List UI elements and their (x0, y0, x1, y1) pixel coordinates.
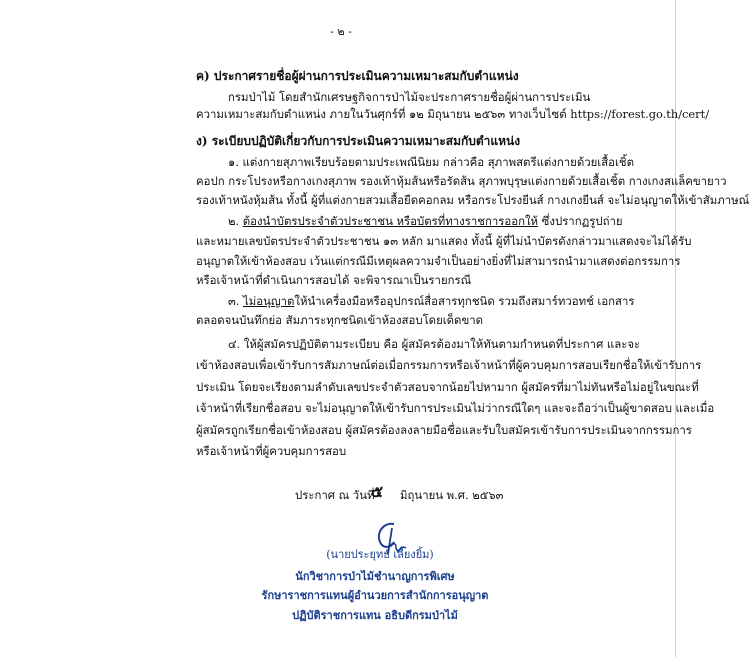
item-4-line-2: เข้าห้องสอบเพื่อเข้ารับการสัมภาษณ์ต่อเมื่อกรรมการหรือเจ้าหน้าที่ผู้ควบคุมการสอบเรียกชื่อให้เข้ารับการ (196, 358, 702, 372)
item-3-underlined: ไม่อนุญาต (243, 294, 295, 308)
item-1-line-3: รองเท้าหนังหุ้มส้น ทั้งนี้ ผู้ที่แต่งกายสวมเสื้อยืดคอกลม หรือกระโปรงยีนส์ กางเกงยีนส์ จะไม่อนุญาตให้เข้าสัมภาษณ์ (196, 193, 749, 207)
item-2-number: ๒. (228, 214, 243, 228)
section-c-heading: ค) ประกาศรายชื่อผู้ผ่านการประเมินความเหมาะสมกับตำแหน่ง (196, 69, 519, 83)
announce-day: ๕ (371, 482, 384, 501)
signer-name: (นายประยุทธ์ เลี้ยงยิ้ม) (326, 548, 434, 561)
section-d-heading: ง) ระเบียบปฏิบัติเกี่ยวกับการประเมินความเหมาะสมกับตำแหน่ง (196, 134, 521, 148)
item-3-line-2: ตลอดจนบันทึกย่อ สัมภาระทุกชนิดเข้าห้องสอบโดยเด็ดขาด (196, 313, 484, 327)
signer-position-1: นักวิชาการป่าไม้ชำนาญการพิเศษ (295, 570, 455, 583)
section-c-line-2: ความเหมาะสมกับตำแหน่ง ภายในวันศุกร์ที่ ๑๒ มิถุนายน ๒๕๖๓ ทางเว็บไซต์ https://forest.go.th/cert/ (196, 107, 710, 121)
item-2-underlined: ต้องนำบัตรประจำตัวประชาชน หรือบัตรที่ทางราชการออกให้ (242, 214, 539, 228)
announce-label: ประกาศ ณ วันที่ (295, 488, 375, 502)
signer-position-3: ปฏิบัติราชการแทน อธิบดีกรมป่าไม้ (292, 609, 458, 622)
item-2-line-3: อนุญาตให้เข้าห้องสอบ เว้นแต่กรณีมีเหตุผลความจำเป็นอย่างยิ่งที่ไม่สามารถนำมาแสดงต่อกรรมการ (196, 254, 681, 268)
signer-position-2: รักษาราชการแทนผู้อำนวยการสำนักการอนุญาต (261, 589, 489, 602)
item-1-line-2: คอปก กระโปรงหรือกางเกงสุภาพ รองเท้าหุ้มส้นหรือรัดส้น สุภาพบุรุษแต่งกายด้วยเสื้อเชิ้ต กางเกงสแล็คขายาว (196, 174, 727, 188)
announce-month-year: มิถุนายน พ.ศ. ๒๕๖๓ (400, 488, 504, 502)
item-4-line-4: เจ้าหน้าที่เรียกชื่อสอบ จะไม่อนุญาตให้เข้ารับการประเมินไม่ว่ากรณีใดๆ และจะถือว่าเป็นผู้ขาดสอบ และเมื่อ (196, 401, 715, 415)
item-2-line-1 (228, 214, 623, 228)
item-3-rest: ให้นำเครื่องมือหรืออุปกรณ์สื่อสารทุกชนิด รวมถึงสมาร์ทวอทช์ เอกสาร (294, 294, 635, 308)
item-3-number: ๓. (228, 294, 244, 308)
item-4-line-5: ผู้สมัครถูกเรียกชื่อเข้าห้องสอบ ผู้สมัครต้องลงลายมือชื่อและรับใบสมัครเข้ารับการประเมินจากกรรมการ (196, 423, 692, 437)
item-1-line-1: ๑. แต่งกายสุภาพเรียบร้อยตามประเพณีนิยม กล่าวคือ สุภาพสตรีแต่งกายด้วยเสื้อเชิ้ต (228, 155, 635, 169)
item-3-line-1 (228, 294, 635, 308)
page-edge (675, 0, 676, 657)
page-number: - ๒ - (330, 25, 352, 38)
item-4-line-3: ประเมิน โดยจะเรียงตามลำดับเลขประจำตัวสอบจากน้อยไปหามาก ผู้สมัครที่มาไม่ทันหรือไม่อยู่ในขณะที่ (196, 380, 699, 394)
section-c-line-1: กรมป่าไม้ โดยสำนักเศรษฐกิจการป่าไม้จะประกาศรายชื่อผู้ผ่านการประเมิน (228, 90, 591, 104)
item-4-line-6: หรือเจ้าหน้าที่ผู้ควบคุมการสอบ (196, 444, 347, 458)
item-2-rest: ซึ่งปรากฏรูปถ่าย (538, 214, 623, 228)
item-2-line-2: และหมายเลขบัตรประจำตัวประชาชน ๑๓ หลัก มาแสดง ทั้งนี้ ผู้ที่ไม่นำบัตรดังกล่าวมาแสดงจะไม่ได้รับ (196, 234, 692, 248)
item-2-line-4: หรือเจ้าหน้าที่ดำเนินการสอบได้ จะพิจารณาเป็นรายกรณี (196, 273, 472, 287)
item-4-line-1: ๔. ให้ผู้สมัครปฏิบัติตามระเบียบ คือ ผู้สมัครต้องมาให้ทันตามกำหนดที่ประกาศ และจะ (228, 337, 641, 351)
